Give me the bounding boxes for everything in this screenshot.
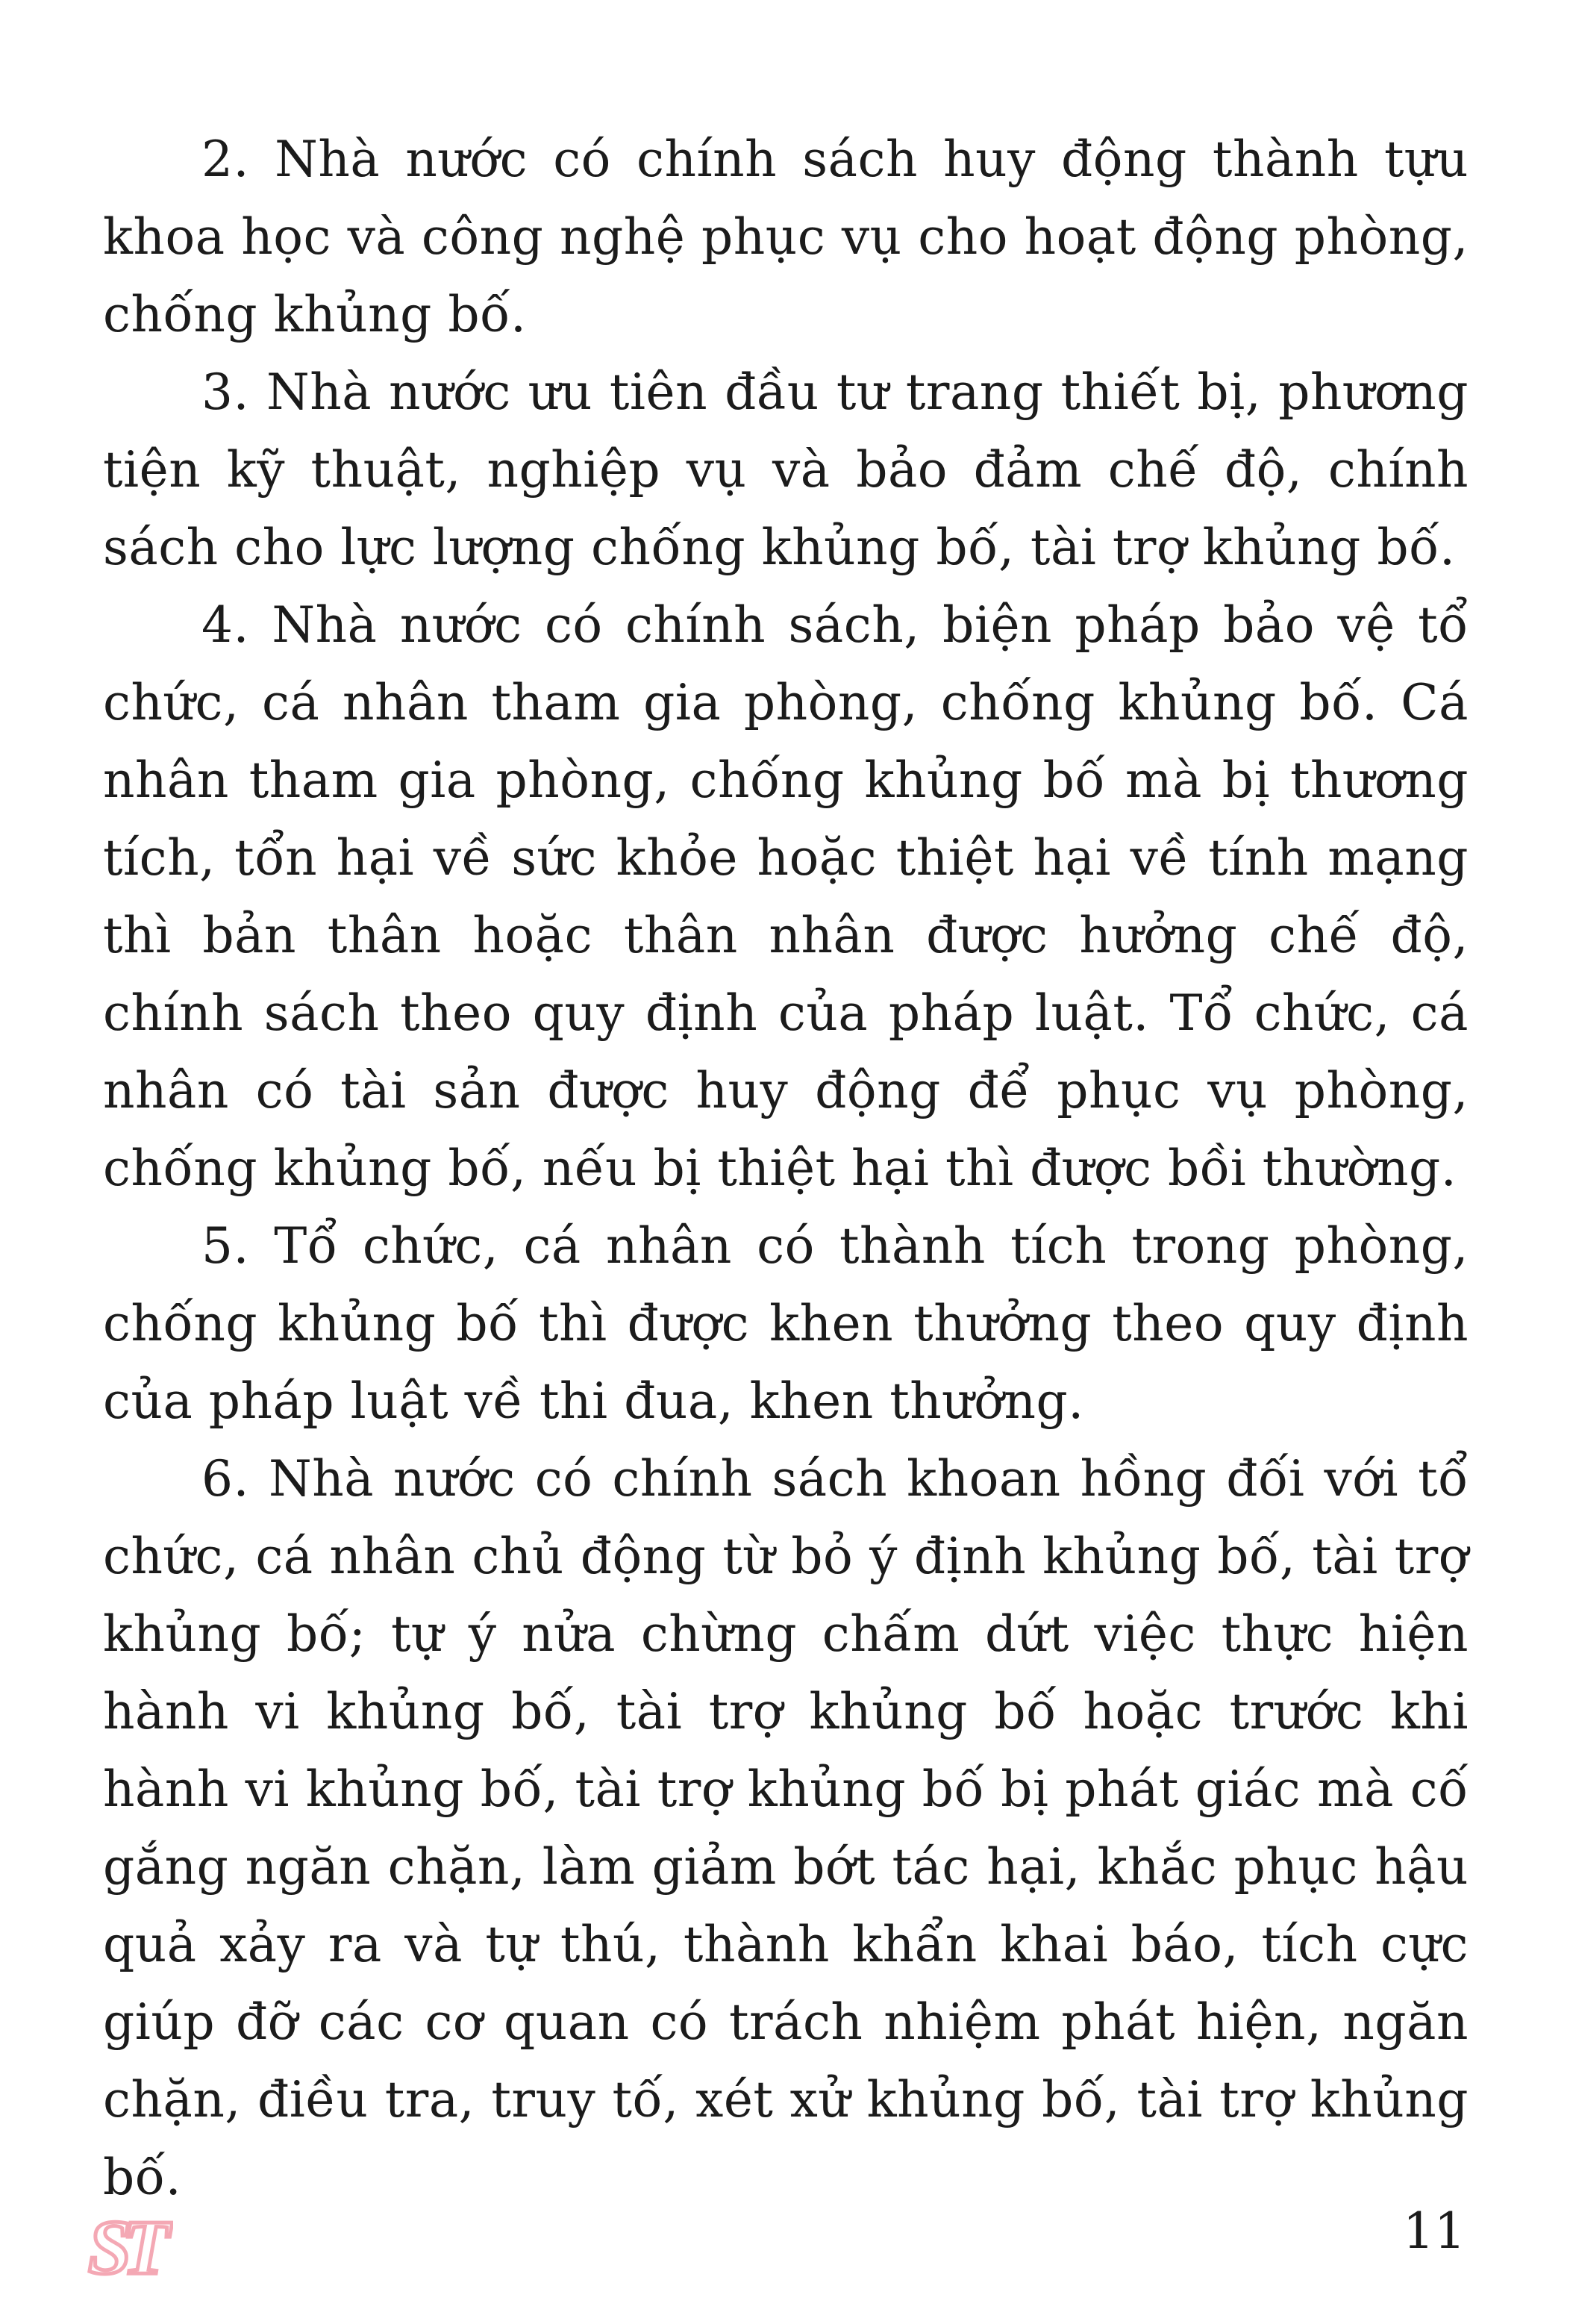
paragraph-clause-6: 6. Nhà nước có chính sách khoan hồng đối với tổ chức, cá nhân chủ động từ bỏ ý định khủng bố, tài trợ khủng bố; tự ý nửa chừng chấm dứt việc thực hiện hành vi khủng bố, tài trợ khủng bố hoặc trước khi hành vi khủng bố, tài trợ khủng bố bị phát giác mà cố gắng ngăn chặn, làm giảm bớt tác hại, khắc phục hậu quả xảy ra và tự thú, thành khẩn khai báo, tích cực giúp đỡ các cơ quan có trách nhiệm phát hiện, ngăn chặn, điều tra, truy tố, xét xử khủng bố, tài trợ khủng bố.	[103, 1450, 1469, 2206]
paragraph-clause-3: 3. Nhà nước ưu tiên đầu tư trang thiết bị, phương tiện kỹ thuật, nghiệp vụ và bảo đảm chế độ, chính sách cho lực lượng chống khủng bố, tài trợ khủng bố.	[103, 363, 1469, 576]
page-number: 11	[1403, 2202, 1466, 2260]
paragraph-clause-2: 2. Nhà nước có chính sách huy động thành tựu khoa học và công nghệ phục vụ cho hoạt động phòng, chống khủng bố.	[103, 131, 1469, 343]
svg-text:ST: ST	[88, 2205, 161, 2288]
paragraph-clause-5: 5. Tổ chức, cá nhân có thành tích trong phòng, chống khủng bố thì được khen thưởng theo quy định của pháp luật về thi đua, khen thưởng.	[103, 1217, 1469, 1430]
publisher-logo	[84, 2199, 173, 2288]
page-body-text	[103, 121, 1469, 2217]
paragraph-clause-4: 4. Nhà nước có chính sách, biện pháp bảo vệ tổ chức, cá nhân tham gia phòng, chống khủng bố. Cá nhân tham gia phòng, chống khủng bố mà bị thương tích, tổn hại về sức khỏe hoặc thiệt hại về tính mạng thì bản thân hoặc thân nhân được hưởng chế độ, chính sách theo quy định của pháp luật. Tổ chức, cá nhân có tài sản được huy động để phục vụ phòng, chống khủng bố, nếu bị thiệt hại thì được bồi thường.	[103, 596, 1469, 1197]
